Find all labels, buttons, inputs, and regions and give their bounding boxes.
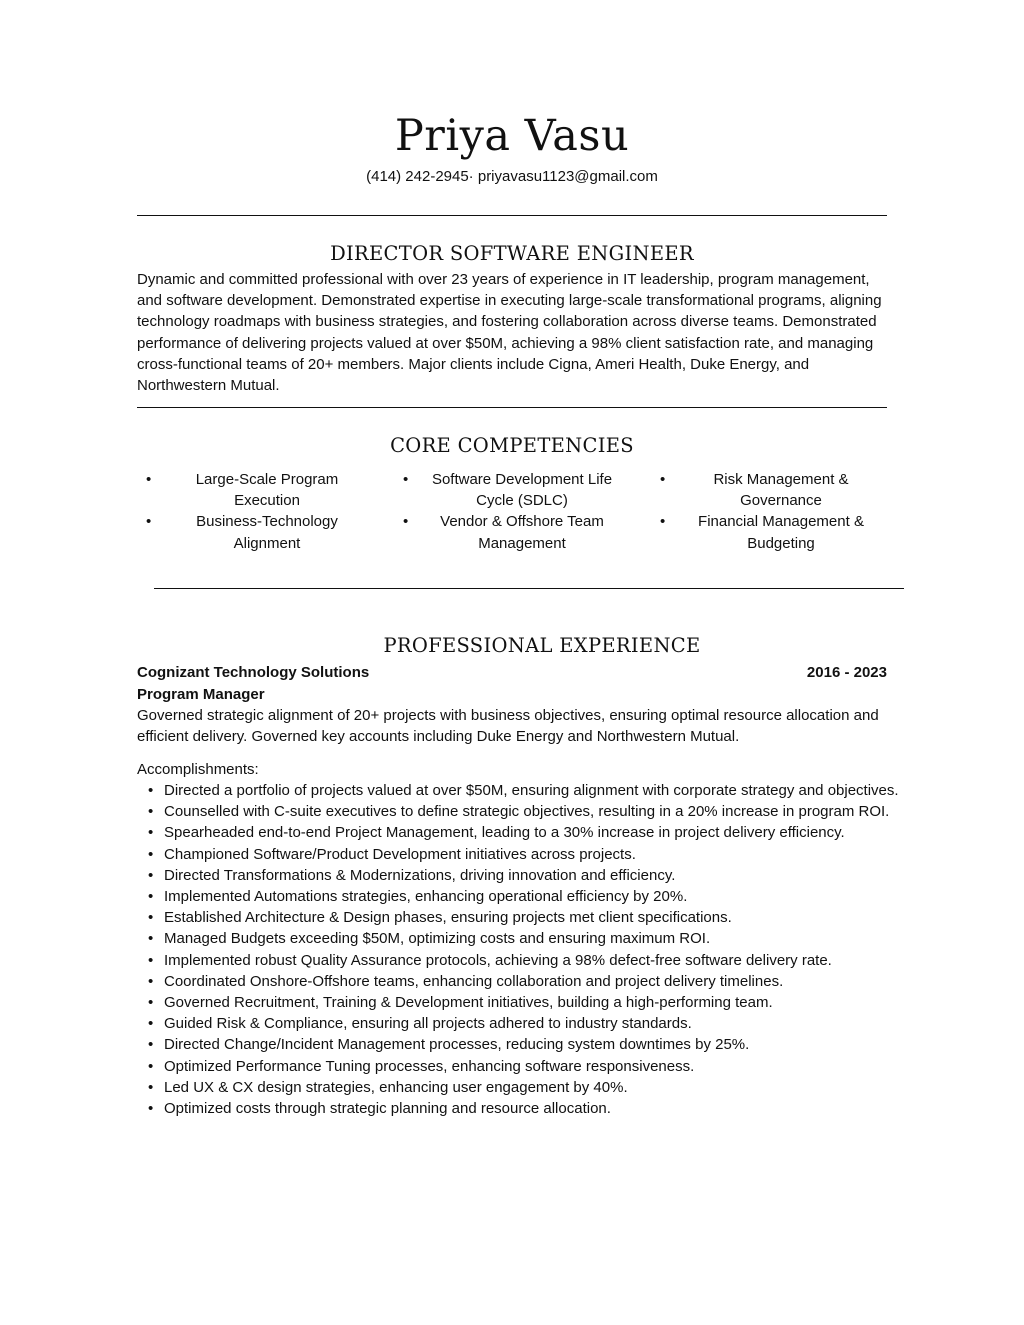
list-item: • Implemented Automations strategies, enhancing operational efficiency by 20%.: [164, 886, 916, 907]
list-item: • Directed Transformations & Modernizations, driving innovation and efficiency.: [164, 865, 916, 886]
competency-item: [651, 511, 887, 553]
divider: [154, 588, 904, 589]
bullet-icon: •: [660, 471, 666, 488]
competency-label: Software Development Life Cycle (SDLC): [431, 471, 613, 510]
experience-title: PROFESSIONAL EXPERIENCE: [383, 634, 701, 657]
list-item: • Counselled with C-suite executives to define strategic objectives, resulting in a 20% increase in program ROI.: [164, 801, 916, 822]
bullet-icon: •: [146, 471, 152, 488]
job-company-row: [137, 662, 887, 683]
competency-item: [137, 511, 394, 553]
bullet-icon: •: [146, 513, 152, 531]
list-item: • Directed Change/Incident Management processes, reducing system downtimes by 25%.: [164, 1034, 916, 1055]
competency-item: [651, 469, 887, 511]
job-dates: 2016 - 2023: [806, 664, 887, 681]
list-item: • Managed Budgets exceeding $50M, optimizing costs and ensuring maximum ROI.: [164, 928, 916, 949]
competency-label: Large-Scale Program Execution: [195, 471, 339, 510]
divider: [137, 215, 887, 216]
bullet-icon: •: [403, 513, 409, 531]
list-item: • Established Architecture & Design phases, ensuring projects met client specifications.: [164, 907, 916, 928]
divider: [137, 407, 887, 408]
summary-title: DIRECTOR SOFTWARE ENGINEER: [330, 242, 694, 265]
competency-label: Business-Technology Alignment: [196, 513, 338, 552]
bullet-icon: •: [403, 471, 409, 488]
candidate-name: Priya Vasu: [394, 111, 630, 161]
list-item: • Governed Recruitment, Training & Development initiatives, building a high-performing team.: [164, 992, 916, 1013]
bullet-icon: •: [660, 513, 666, 531]
summary-text: Dynamic and committed professional with over 23 years of experience in IT leadership, program management, and software development. Demonstrated expertise in executing large-scale transformational programs, aligning technology roadmaps with business strategies, and fostering collaboration across diverse teams. Demonstrated performance of delivering projects valued at over $50M, achieving a 98% client satisfaction rate, and managing cross-functional teams of 20+ members. Major clients include Cigna, Ameri Health, Duke Energy, and Northwestern Mutual.: [137, 271, 882, 395]
contact-info: (414) 242-2945· priyavasu1123@gmail.com: [366, 168, 658, 185]
list-item: • Championed Software/Product Development initiatives across projects.: [164, 844, 916, 865]
job-role: Program Manager: [137, 686, 265, 703]
competency-item: [394, 511, 651, 553]
accomplishments-label: Accomplishments:: [137, 761, 259, 778]
list-item: • Guided Risk & Compliance, ensuring all projects adhered to industry standards.: [164, 1013, 916, 1034]
list-item: • Optimized Performance Tuning processes, enhancing software responsiveness.: [164, 1056, 916, 1077]
job-description: Governed strategic alignment of 20+ projects with business objectives, ensuring optimal resource allocation and efficient delivery. Governed key accounts including Duke Energy and Northwestern Mutual.: [137, 707, 879, 746]
competency-item: [137, 469, 394, 511]
competency-label: Financial Management & Budgeting: [698, 513, 864, 552]
competency-item: [394, 469, 651, 511]
list-item: • Coordinated Onshore-Offshore teams, enhancing collaboration and project delivery timelines.: [164, 971, 916, 992]
competencies-grid: [137, 469, 887, 554]
list-item: • Directed a portfolio of projects valued at over $50M, ensuring alignment with corporate strategy and objectives.: [164, 780, 916, 801]
competency-label: Vendor & Offshore Team Management: [440, 513, 604, 552]
list-item: • Led UX & CX design strategies, enhancing user engagement by 40%.: [164, 1077, 916, 1098]
competency-label: Risk Management & Governance: [713, 471, 849, 510]
company-name: Cognizant Technology Solutions: [137, 664, 370, 681]
accomplishments-list: [137, 780, 916, 1119]
list-item: • Implemented robust Quality Assurance protocols, achieving a 98% defect-free software delivery rate.: [164, 950, 916, 971]
list-item: • Optimized costs through strategic planning and resource allocation.: [164, 1098, 916, 1119]
list-item: • Spearheaded end-to-end Project Management, leading to a 30% increase in project delivery efficiency.: [164, 822, 916, 843]
competencies-title: CORE COMPETENCIES: [390, 434, 634, 457]
